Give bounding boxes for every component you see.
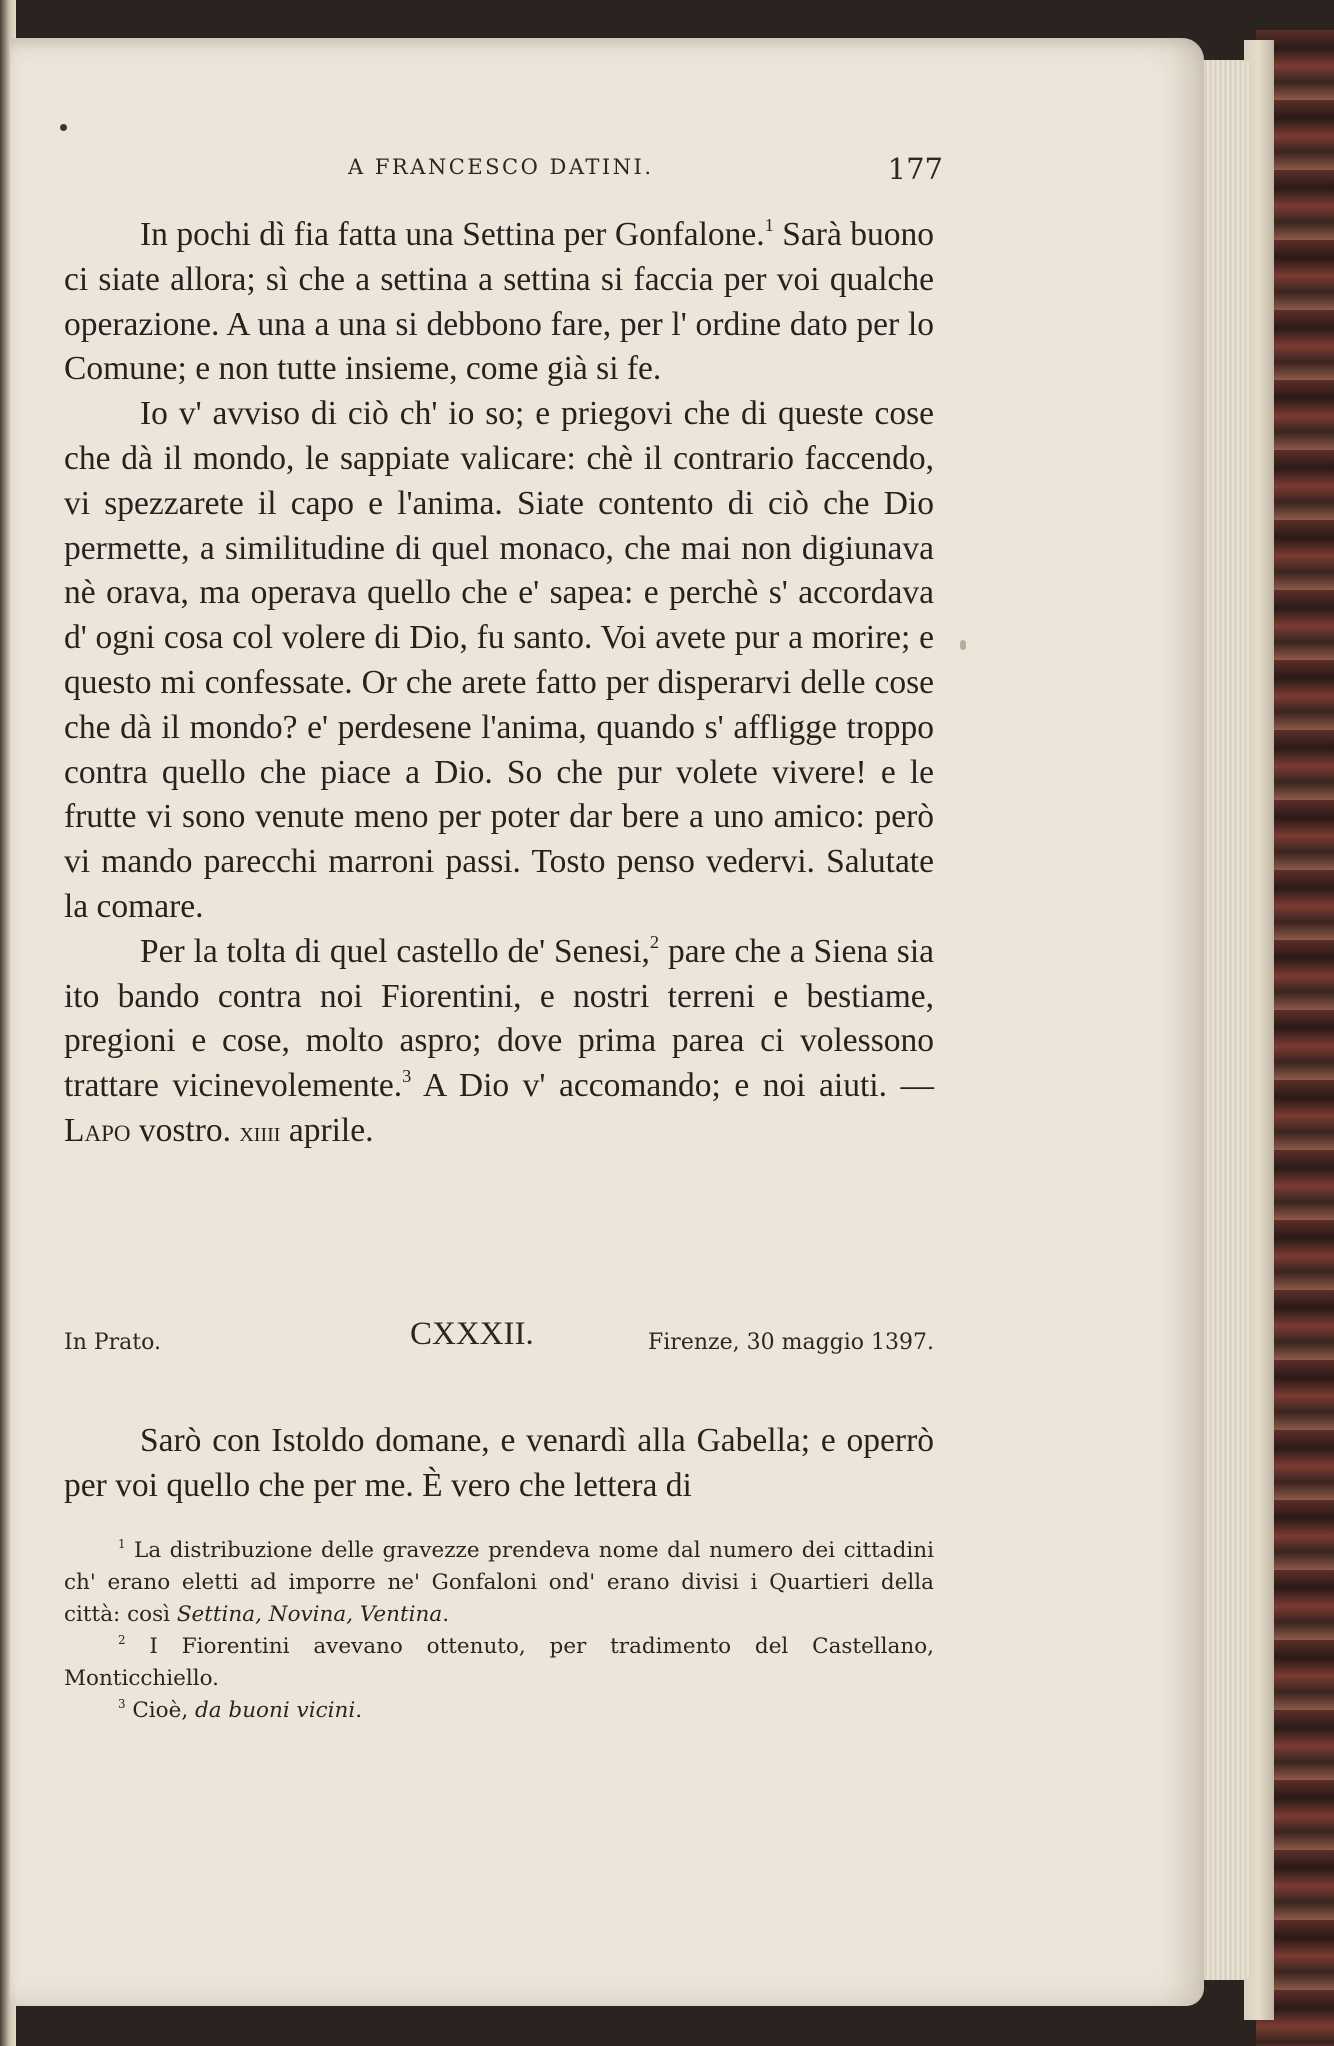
paragraph-2-text: Io v' avviso di ciò ch' io so; e priegovi che di queste cose che dà il mondo, le sappiate valicare: chè il contrario faccendo, vi spezzarete il capo e l'anima. Siate contento di ciò che Dio permette, a similitudine di quel monaco, che mai non digiunava nè orava, ma operava quello che e' sapea: e perchè s' accordava d' ogni cosa col volere di Dio, fu santo. Voi avete pur a morire; e questo mi confessate. Or che arete fatto per disperarvi delle cose che dà il mondo? e' perdesene l'anima, quando s' affligge troppo contra quello che piace a Dio. So che pur volete vivere! e le frutte vi sono venute meno per poter dar bere a uno amico: però vi mando parecchi marroni passi. Tosto penso vedervi. Salutate la comare.: [64, 395, 934, 925]
letter-header: [64, 1316, 934, 1364]
footnote-ref-1: 1: [764, 215, 774, 236]
ink-speck: [60, 124, 67, 131]
footnote-1-italic: Settina, Novina, Ventina: [176, 1602, 443, 1627]
paragraph-3: [64, 930, 934, 1156]
footnote-2: [64, 1631, 934, 1695]
previous-letter-body: [64, 213, 934, 1156]
paragraph-3-text-end: A Dio v' accomando; e noi aiuti. —: [411, 1067, 934, 1105]
page-number: 177: [887, 152, 943, 186]
footnote-3: [64, 1695, 934, 1727]
letter-date-day: xiiii: [239, 1116, 281, 1148]
footnote-3-text: Cioè,: [125, 1698, 196, 1723]
signature-rest: vostro.: [130, 1111, 240, 1149]
footnote-1: [64, 1535, 934, 1631]
footnote-3-end: .: [355, 1698, 363, 1723]
footnote-1-text: La distribuzione delle gravezze prendeva nome dal numero dei cittadini ch' erano eletti ad imporre ne' Gonfaloni ond' erano divisi i Quartieri della città: così: [64, 1538, 934, 1627]
footnote-2-text: I Fiorentini avevano ottenuto, per tradimento del Castellano, Monticchiello.: [64, 1634, 934, 1691]
paragraph-3-text-cont: pare che a Siena sia ito bando contra noi Fiorentini, e nostri terreni e bestiame, pregioni e cose, molto aspro; dove prima parea ci volessono trattare vicinevolemente.: [64, 932, 934, 1105]
footnotes: [64, 1535, 934, 1727]
signature: Lapo: [64, 1111, 131, 1149]
paragraph-1-text-cont: Sarà buono ci siate allora; sì che a settina a settina si faccia per voi qualche operazione. A una a una si debbono fare, per l' ordine dato per lo Comune; e non tutte insieme, come già si fe.: [64, 216, 934, 388]
new-letter-body: [64, 1419, 934, 1509]
footnote-1-end: .: [442, 1602, 450, 1627]
paper-mark: [960, 640, 966, 650]
paragraph-1-text: In pochi dì fia fatta una Settina per Gonfalone.: [140, 216, 765, 253]
letter-date-month: aprile.: [280, 1111, 374, 1149]
footnote-1-mark: 1: [118, 1537, 126, 1552]
footnote-ref-3: 3: [402, 1066, 412, 1087]
footnote-3-italic: da buoni vicini: [195, 1698, 356, 1723]
paragraph-2: [64, 392, 934, 930]
letter-number: CXXXII.: [410, 1316, 534, 1352]
footnote-ref-2: 2: [649, 931, 660, 952]
footnote-3-mark: 3: [118, 1697, 126, 1712]
letter-place-date: Firenze, 30 maggio 1397.: [648, 1330, 934, 1355]
paragraph-3-text: Per la tolta di quel castello de' Senesi,: [140, 932, 650, 970]
footnote-2-mark: 2: [118, 1633, 126, 1648]
paragraph-1: [64, 213, 934, 392]
running-head: A FRANCESCO DATINI.: [348, 155, 654, 179]
letter-destination: In Prato.: [64, 1330, 161, 1355]
new-letter-paragraph: Sarò con Istoldo domane, e venardì alla Gabella; e operrò per voi quello che per me. È vero che lettera di: [64, 1422, 934, 1504]
